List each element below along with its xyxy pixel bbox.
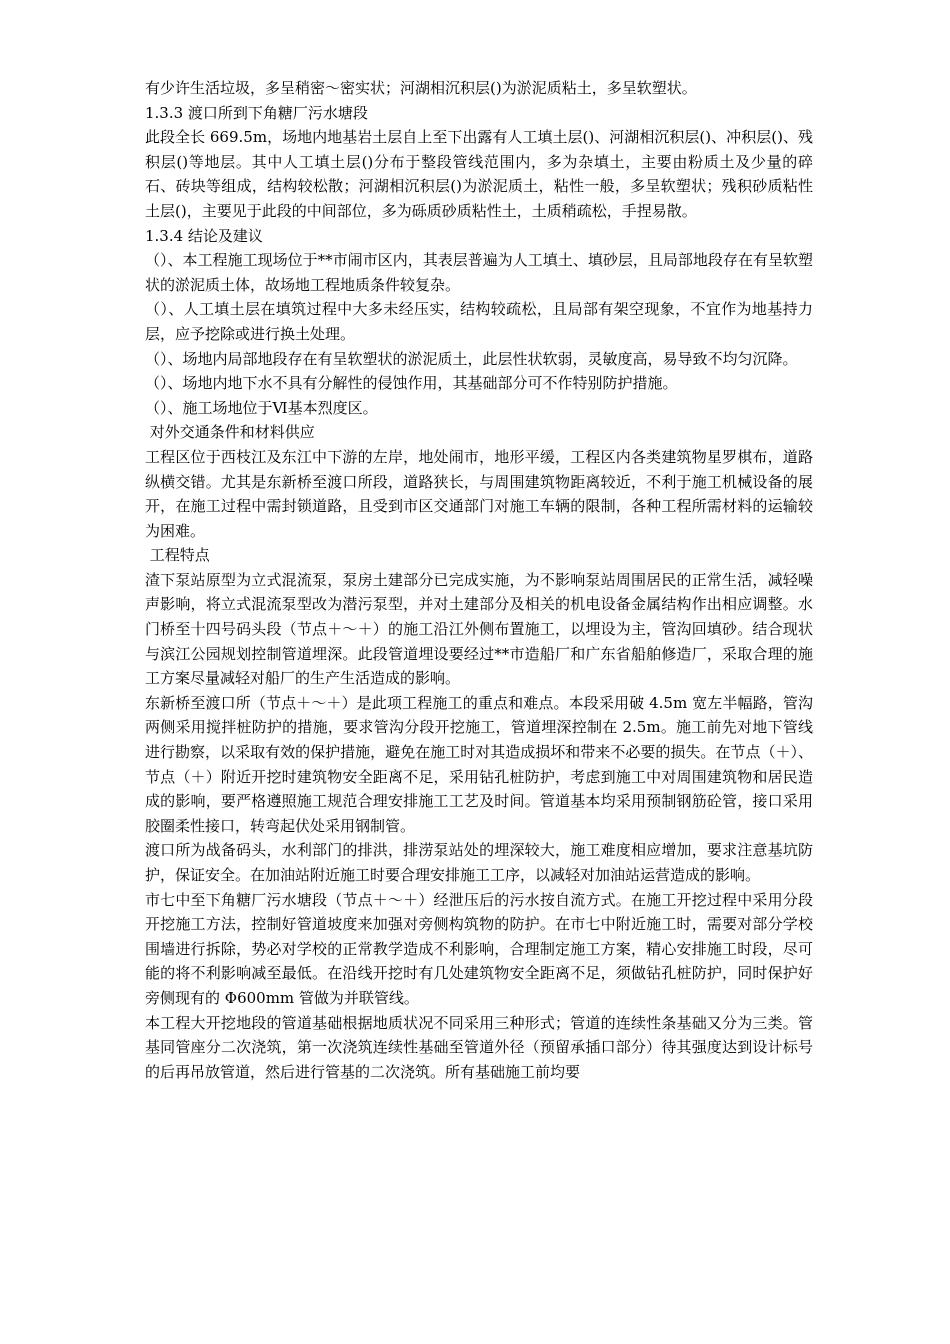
paragraph-foundation: 本工程大开挖地段的管道基础根据地质状况不同采用三种形式；管道的连续性条基础又分为三类。管基同管座分二次浇筑，第一次浇筑连续性基础至管道外径（预留承插口部分）待其强度达到设计标号的后再吊放管道，然后进行管基的二次浇筑。所有基础施工前均要 <box>145 1013 813 1081</box>
paragraph-transport: 工程区位于西枝江及东江中下游的左岸，地处闹市，地形平缓，工程区内各类建筑物星罗棋布，道路纵横交错。尤其是东新桥至渡口所段，道路狭长，与周围建筑物距离较近，不利于施工机械设备的展开，在施工过程中需封锁道路，且受到市区交通部门对施工车辆的限制，各种工程所需材料的运输较为困难。 <box>145 447 813 540</box>
document-page <box>145 76 813 1084</box>
paragraph-section-description: 此段全长 669.5m，场地内地基岩土层自上至下出露有人工填土层()、河湖相沉积层()、冲积层()、残积层()等地层。其中人工填土层()分布于整段管线范围内，多为杂填土，主要由粉质土及少量的碎石、砖块等组成，结构较松散；河湖相沉积层()为淤泥质土，粘性一般，多呈软塑状；残积砂质粘性土层()，主要见于此段的中间部位，多为砾质砂质粘性土，土质稍疏松，手捏易散。 <box>145 128 813 220</box>
paragraph-feature: 市七中至下角糖厂污水塘段（节点＋～＋）经泄压后的污水按自流方式。在施工开挖过程中采用分段开挖施工方法，控制好管道坡度来加强对旁侧构筑物的防护。在市七中附近施工时，需要对部分学校围墙进行拆除，势必对学校的正常教学造成不利影响，合理制定施工方案，精心安排施工时段，尽可能的将不利影响减至最低。在沿线开挖时有几处建筑物安全距离不足，须做钻孔桩防护，同时保护好旁侧现有的 Φ600mm 管做为并联管线。 <box>145 890 813 1007</box>
section-heading-1-3-3: 1.3.3 渡口所到下角糖厂污水塘段 <box>145 103 368 122</box>
conclusion-item: （）、施工场地位于Ⅵ基本烈度区。 <box>145 398 378 417</box>
section-heading-1-3-4: 1.3.4 结论及建议 <box>145 226 263 245</box>
section-heading-transport: 对外交通条件和材料供应 <box>145 423 315 442</box>
paragraph-feature: 渣下泵站原型为立式混流泵，泵房土建部分已完成实施，为不影响泵站周围居民的正常生活，减轻噪声影响，将立式混流泵型改为潜污泵型，并对土建部分及相关的机电设备金属结构作出相应调整。水门桥至十四号码头段（节点＋～＋）的施工沿江外侧布置施工，以埋设为主，管沟回填砂。结合现状与滨江公园规划控制管道埋深。此段管道埋设要经过**市造船厂和广东省船舶修造厂，采取合理的施工方案尽量减轻对船厂的生产生活造成的影响。 <box>145 570 813 688</box>
section-heading-features: 工程特点 <box>145 546 210 565</box>
paragraph-feature: 东新桥至渡口所（节点＋～＋）是此项工程施工的重点和难点。本段采用破 4.5m 宽左半幅路，管沟两侧采用搅拌桩防护的措施，要求管沟分段开挖施工，管道埋深控制在 2.5m。施工前先对地下管线进行勘察，以采取有效的保护措施，避免在施工时对其造成损坏和带来不必要的损失。在节点（＋）、节点（＋）附近开挖时建筑物安全距离不足，采用钻孔桩防护，考虑到施工中对周围建筑物和居民造成的影响，要严格遵照施工规范合理安排施工工艺及时间。管道基本均采用预制钢筋砼管，接口采用胶圈柔性接口，转弯起伏处采用钢制管。 <box>145 693 813 835</box>
conclusion-item: （）、场地内地下水不具有分解性的侵蚀作用，其基础部分可不作特别防护措施。 <box>145 374 678 393</box>
paragraph-feature: 渡口所为战备码头，水利部门的排洪，排涝泵站处的埋深较大，施工难度相应增加，要求注意基坑防护，保证安全。在加油站附近施工时要合理安排施工工序，以减轻对加油站运营造成的影响。 <box>145 841 813 884</box>
conclusion-item: （）、人工填土层在填筑过程中大多未经压实，结构较疏松，且局部有架空现象，不宜作为地基持力层，应予挖除或进行换土处理。 <box>145 300 813 343</box>
paragraph-continuation: 有少许生活垃圾，多呈稍密～密实状；河湖相沉积层()为淤泥质粘土，多呈软塑状。 <box>145 79 697 97</box>
conclusion-item: （）、场地内局部地段存在有呈软塑状的淤泥质土，此层性状软弱，灵敏度高，易导致不均匀沉降。 <box>145 349 798 368</box>
conclusion-item: （）、本工程施工现场位于**市闹市区内，其表层普遍为人工填土、填砂层，且局部地段存在有呈软塑状的淤泥质土体，故场地工程地质条件较复杂。 <box>145 251 813 294</box>
